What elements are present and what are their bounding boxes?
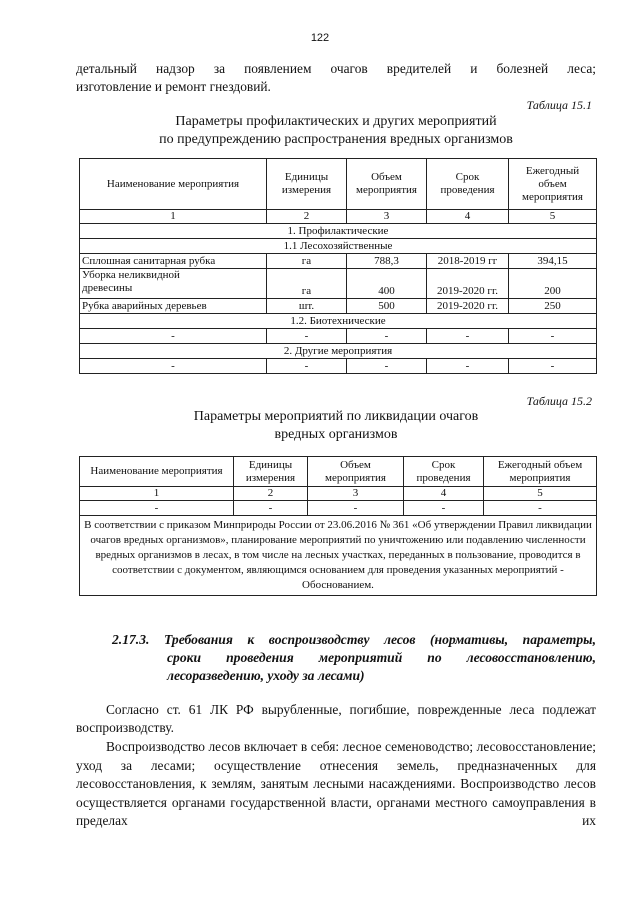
col-number: 3 xyxy=(308,487,404,501)
section-label: 1.1 Лесохозяйственные xyxy=(80,239,597,254)
intro-line-1: детальный надзор за появлением очагов вредителей и болезней леса; xyxy=(76,61,596,76)
section-heading-line-1 xyxy=(112,631,596,649)
table2-note: В соответствии с приказом Минприроды России от 23.06.2016 № 361 «Об утверждении Правил ликвидации очагов вредных организмов», планирование мероприятий по уничтожению или подавлению численности вредных организмов в лесах, в том числе на лесных участках, переданных в пользование, проводится в соответствии с документом, являющимся основанием для проведения указанных мероприятий - Обоснованием. xyxy=(80,516,597,596)
cell-dash: - xyxy=(308,501,404,516)
cell-name: Рубка аварийных деревьев xyxy=(80,299,267,314)
cell-name: Сплошная санитарная рубка xyxy=(80,254,267,269)
table-header-row xyxy=(80,457,597,487)
section-title-line-3: лесоразведению, уходу за лесами) xyxy=(167,668,365,683)
col-header-name: Наименование мероприятия xyxy=(80,457,234,487)
table1-title-line-1: Параметры профилактических и других мероприятий xyxy=(175,114,497,129)
col-header-units: Единицы измерения xyxy=(267,159,347,210)
cell-dash: - xyxy=(267,329,347,344)
cell-period: 2018-2019 гг xyxy=(427,254,509,269)
table-liquidation xyxy=(79,456,597,596)
table-row xyxy=(80,329,597,344)
section-row xyxy=(80,314,597,329)
cell-annual: 200 xyxy=(509,269,597,299)
cell-dash: - xyxy=(427,359,509,374)
paragraph-2: Воспроизводство лесов включает в себя: лесное семеноводство; лесовосстановление; уход за лесами; осуществление отнесения земель, предназначенных для лесовосстановления, к землям, занятым лесными насаждениями. Воспроизводство лесов осуществляется органами государственной власти, органами местного самоуправления в пределах их xyxy=(76,739,596,828)
table-number-row xyxy=(80,487,597,501)
col-number: 4 xyxy=(427,210,509,224)
cell-period: 2019-2020 гг. xyxy=(427,299,509,314)
intro-line-2: изготовление и ремонт гнездовий. xyxy=(76,79,271,94)
col-header-annual: Ежегодный объем мероприятия xyxy=(484,457,597,487)
table-row xyxy=(80,269,597,299)
page-number: 122 xyxy=(310,32,330,44)
cell-dash: - xyxy=(80,501,234,516)
cell-dash: - xyxy=(427,329,509,344)
cell-dash: - xyxy=(404,501,484,516)
col-number: 3 xyxy=(347,210,427,224)
col-number: 4 xyxy=(404,487,484,501)
section-title-line-1: Требования к воспроизводству лесов (нормативы, параметры, xyxy=(163,632,596,647)
cell-volume: 788,3 xyxy=(347,254,427,269)
section-number: 2.17.3. xyxy=(112,632,150,647)
table1-title-line-2: по предупреждению распространения вредных организмов xyxy=(159,132,513,147)
section-row xyxy=(80,239,597,254)
cell-dash: - xyxy=(267,359,347,374)
col-header-volume: Объем мероприятия xyxy=(347,159,427,210)
table-number-row xyxy=(80,210,597,224)
cell-dash: - xyxy=(234,501,308,516)
cell-dash: - xyxy=(80,329,267,344)
cell-name xyxy=(80,269,267,299)
cell-dash: - xyxy=(347,329,427,344)
cell-dash: - xyxy=(484,501,597,516)
table-prophylactic xyxy=(79,158,597,374)
col-header-volume: Объем мероприятия xyxy=(308,457,404,487)
section-label: 1.2. Биотехнические xyxy=(80,314,597,329)
cell-annual: 250 xyxy=(509,299,597,314)
cell-units: га xyxy=(267,254,347,269)
col-number: 1 xyxy=(80,487,234,501)
col-number: 1 xyxy=(80,210,267,224)
cell-dash: - xyxy=(509,359,597,374)
cell-volume: 400 xyxy=(347,269,427,299)
table-row xyxy=(80,254,597,269)
table-row xyxy=(80,359,597,374)
cell-name-line-1: Уборка неликвидной xyxy=(82,269,180,281)
col-number: 5 xyxy=(484,487,597,501)
table2-caption: Таблица 15.2 xyxy=(526,394,592,408)
col-number: 5 xyxy=(509,210,597,224)
table1-caption: Таблица 15.1 xyxy=(526,98,592,112)
section-label: 1. Профилактические xyxy=(80,224,597,239)
table-row xyxy=(80,299,597,314)
table-header-row xyxy=(80,159,597,210)
table2-title-line-2: вредных организмов xyxy=(274,427,398,442)
cell-dash: - xyxy=(80,359,267,374)
cell-units: га xyxy=(267,269,347,299)
paragraph-1: Согласно ст. 61 ЛК РФ вырубленные, погибшие, поврежденные леса подлежат воспроизводству. xyxy=(76,702,596,735)
table2-title-line-1: Параметры мероприятий по ликвидации очагов xyxy=(193,409,479,424)
section-row xyxy=(80,224,597,239)
col-header-period: Срок проведения xyxy=(404,457,484,487)
cell-name-line-2: древесины xyxy=(82,282,133,294)
table-row xyxy=(80,501,597,516)
cell-dash: - xyxy=(509,329,597,344)
col-header-annual: Ежегодный объем мероприятия xyxy=(509,159,597,210)
cell-units: шт. xyxy=(267,299,347,314)
cell-volume: 500 xyxy=(347,299,427,314)
col-header-units: Единицы измерения xyxy=(234,457,308,487)
col-header-period: Срок проведения xyxy=(427,159,509,210)
col-number: 2 xyxy=(234,487,308,501)
section-title-line-2: сроки проведения мероприятий по лесовосстановлению, xyxy=(167,650,596,665)
section-row xyxy=(80,344,597,359)
col-header-name: Наименование мероприятия xyxy=(80,159,267,210)
note-row xyxy=(80,516,597,596)
cell-annual: 394,15 xyxy=(509,254,597,269)
section-label: 2. Другие мероприятия xyxy=(80,344,597,359)
col-number: 2 xyxy=(267,210,347,224)
cell-period: 2019-2020 гг. xyxy=(427,269,509,299)
cell-dash: - xyxy=(347,359,427,374)
